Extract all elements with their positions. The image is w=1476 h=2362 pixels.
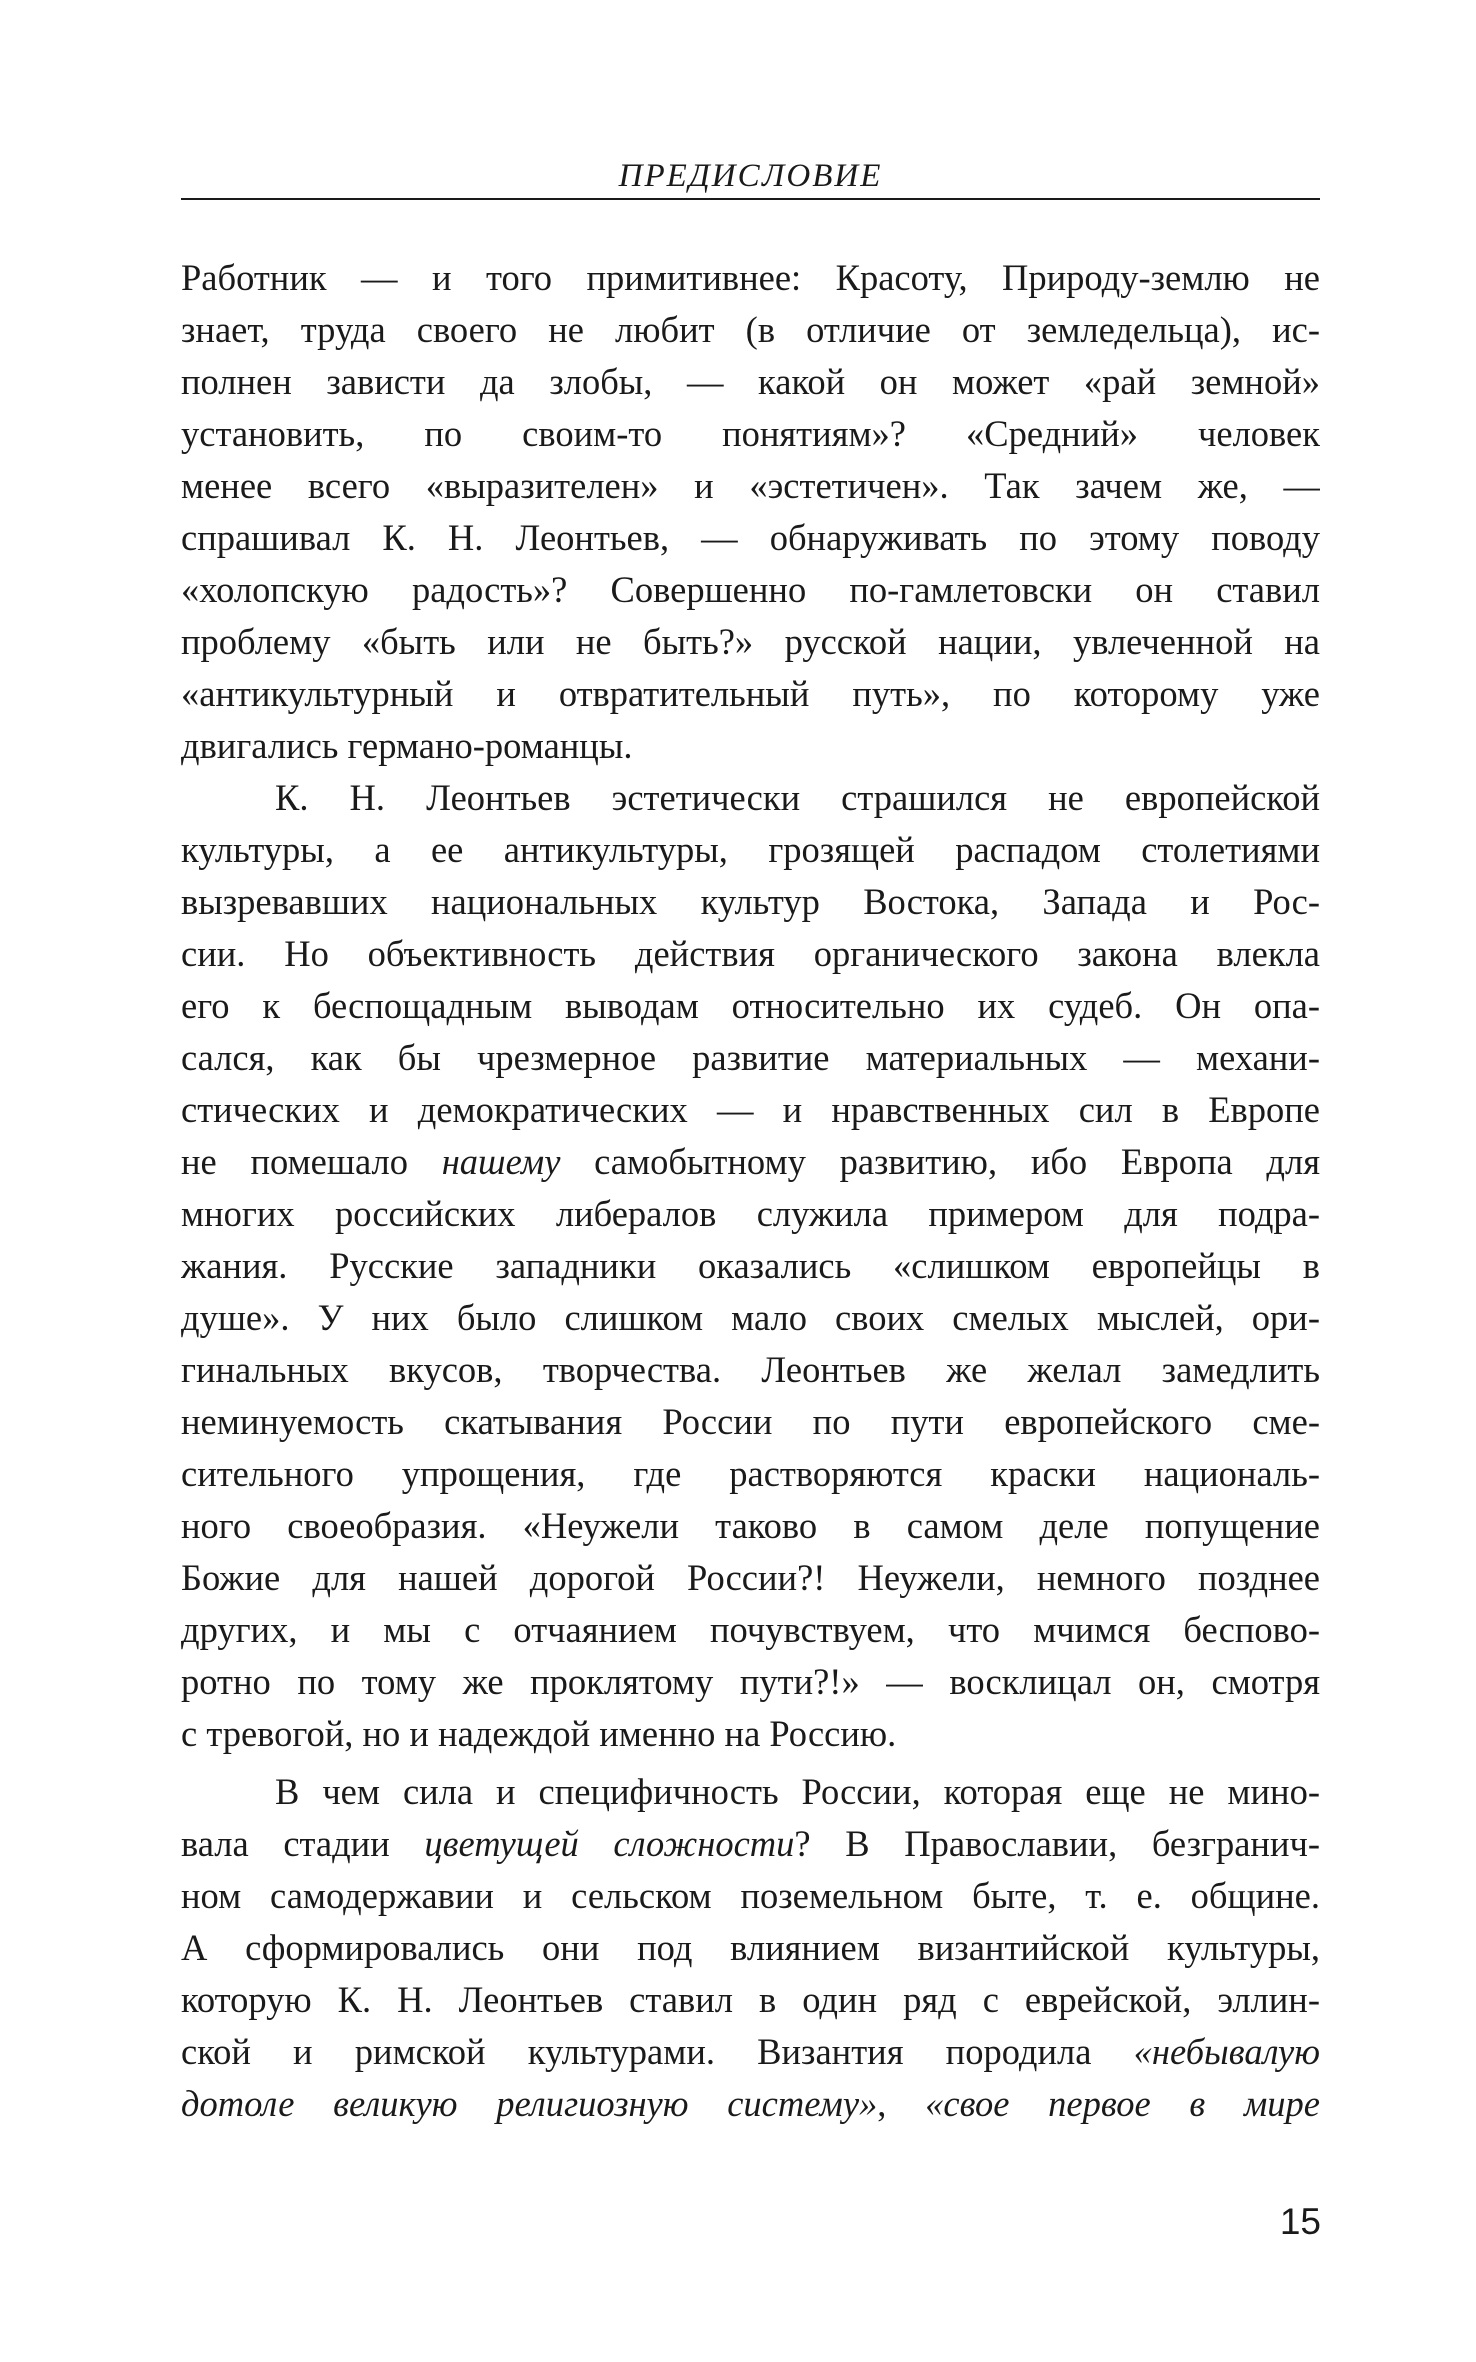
text-line bbox=[181, 1084, 1320, 1136]
text-segment: ного своеобразия. «Неужели таково в самом деле попущение bbox=[181, 1505, 1320, 1546]
italic-text: «небывалую bbox=[1133, 2031, 1320, 2072]
text-segment: культуры, а ее антикультуры, грозящей распадом столетиями bbox=[181, 829, 1320, 870]
text-segment: жания. Русские западники оказались «слишком европейцы в bbox=[181, 1245, 1320, 1286]
text-segment: двигались германо-романцы. bbox=[181, 725, 633, 766]
text-segment: стических и демократических — и нравственных сил в Европе bbox=[181, 1089, 1320, 1130]
text-line bbox=[181, 824, 1320, 876]
text-segment: , bbox=[877, 2083, 926, 2124]
text-line bbox=[181, 1292, 1320, 1344]
text-line bbox=[181, 1708, 1320, 1760]
text-line bbox=[181, 668, 1320, 720]
text-line bbox=[181, 1500, 1320, 1552]
italic-text: «свое первое в мире bbox=[925, 2083, 1320, 2124]
text-segment: не помешало bbox=[181, 1141, 442, 1182]
text-line bbox=[181, 1032, 1320, 1084]
text-segment: с тревогой, но и надеждой именно на Россию. bbox=[181, 1713, 897, 1754]
text-line bbox=[181, 772, 1320, 824]
text-line bbox=[181, 876, 1320, 928]
text-segment: сительного упрощения, где растворяются краски националь- bbox=[181, 1453, 1320, 1494]
text-segment: менее всего «выразителен» и «эстетичен». Так зачем же, — bbox=[181, 465, 1320, 506]
page-number: 15 bbox=[1279, 2201, 1321, 2242]
text-segment: которую К. Н. Леонтьев ставил в один ряд с еврейской, эллин- bbox=[181, 1979, 1320, 2020]
text-segment: спрашивал К. Н. Леонтьев, — обнаруживать по этому поводу bbox=[181, 517, 1320, 558]
text-segment: ротно по тому же проклятому пути?!» — восклицал он, смотря bbox=[181, 1661, 1320, 1702]
text-line bbox=[181, 1240, 1320, 1292]
text-line bbox=[181, 2026, 1320, 2078]
text-segment: знает, труда своего не любит (в отличие от земледельца), ис- bbox=[181, 309, 1320, 350]
text-segment: В чем сила и специфичность России, которая еще не мино- bbox=[275, 1771, 1320, 1812]
text-segment: Работник — и того примитивнее: Красоту, Природу-землю не bbox=[181, 257, 1320, 298]
text-line bbox=[181, 304, 1320, 356]
text-line bbox=[181, 980, 1320, 1032]
text-segment: «антикультурный и отвратительный путь», по которому уже bbox=[181, 673, 1320, 714]
text-line bbox=[181, 512, 1320, 564]
text-line bbox=[181, 2078, 1320, 2130]
text-line bbox=[181, 1922, 1320, 1974]
text-segment: самобытному развитию, ибо Европа для bbox=[560, 1141, 1320, 1182]
text-line bbox=[181, 460, 1320, 512]
text-segment: полнен зависти да злобы, — какой он может «рай земной» bbox=[181, 361, 1320, 402]
text-line bbox=[181, 1656, 1320, 1708]
text-segment: неминуемость скатывания России по пути европейского сме- bbox=[181, 1401, 1320, 1442]
text-segment: Божие для нашей дорогой России?! Неужели, немного позднее bbox=[181, 1557, 1320, 1598]
text-line bbox=[181, 1396, 1320, 1448]
text-segment: многих российских либералов служила примером для подра- bbox=[181, 1193, 1320, 1234]
text-segment: вызревавших национальных культур Востока, Запада и Рос- bbox=[181, 881, 1320, 922]
text-segment: других, и мы с отчаянием почувствуем, что мчимся беспово- bbox=[181, 1609, 1320, 1650]
text-line bbox=[181, 1136, 1320, 1188]
text-line bbox=[181, 1552, 1320, 1604]
text-segment: вала стадии bbox=[181, 1823, 425, 1864]
italic-text: дотоле великую религиозную систему» bbox=[181, 2083, 878, 2124]
text-line bbox=[181, 720, 1320, 772]
text-segment: А сформировались они под влиянием византийской культуры, bbox=[181, 1927, 1320, 1968]
text-line bbox=[181, 1604, 1320, 1656]
text-segment: его к беспощадным выводам относительно их судеб. Он опа- bbox=[181, 985, 1320, 1026]
text-line bbox=[181, 616, 1320, 668]
text-line bbox=[181, 1188, 1320, 1240]
text-line bbox=[181, 252, 1320, 304]
text-line bbox=[181, 564, 1320, 616]
running-head: ПРЕДИСЛОВИЕ bbox=[618, 158, 883, 194]
text-line bbox=[181, 1818, 1320, 1870]
text-segment: душе». У них было слишком мало своих смелых мыслей, ори- bbox=[181, 1297, 1320, 1338]
text-segment: сии. Но объективность действия органического закона влекла bbox=[181, 933, 1320, 974]
text-line bbox=[181, 1766, 1320, 1818]
header-rule bbox=[181, 198, 1320, 200]
text-line bbox=[181, 928, 1320, 980]
text-segment: проблему «быть или не быть?» русской нации, увлеченной на bbox=[181, 621, 1320, 662]
text-segment: ном самодержавии и сельском поземельном быте, т. е. общине. bbox=[181, 1875, 1320, 1916]
text-segment: «холопскую радость»? Совершенно по-гамлетовски он ставил bbox=[181, 569, 1320, 610]
text-segment: ской и римской культурами. Византия породила bbox=[181, 2031, 1134, 2072]
text-segment: сался, как бы чрезмерное развитие материальных — механи- bbox=[181, 1037, 1320, 1078]
text-line bbox=[181, 408, 1320, 460]
text-line bbox=[181, 1974, 1320, 2026]
text-line bbox=[181, 1870, 1320, 1922]
text-line bbox=[181, 1448, 1320, 1500]
italic-text: цветущей сложности bbox=[424, 1823, 795, 1864]
text-segment: гинальных вкусов, творчества. Леонтьев же желал замедлить bbox=[181, 1349, 1320, 1390]
text-line bbox=[181, 1344, 1320, 1396]
text-segment: установить, по своим-то понятиям»? «Средний» человек bbox=[181, 413, 1320, 454]
text-line bbox=[181, 356, 1320, 408]
body-text bbox=[181, 252, 1320, 2130]
italic-text: нашему bbox=[441, 1141, 561, 1182]
text-segment: ? В Православии, безгранич- bbox=[794, 1823, 1320, 1864]
text-segment: К. Н. Леонтьев эстетически страшился не европейской bbox=[275, 777, 1320, 818]
